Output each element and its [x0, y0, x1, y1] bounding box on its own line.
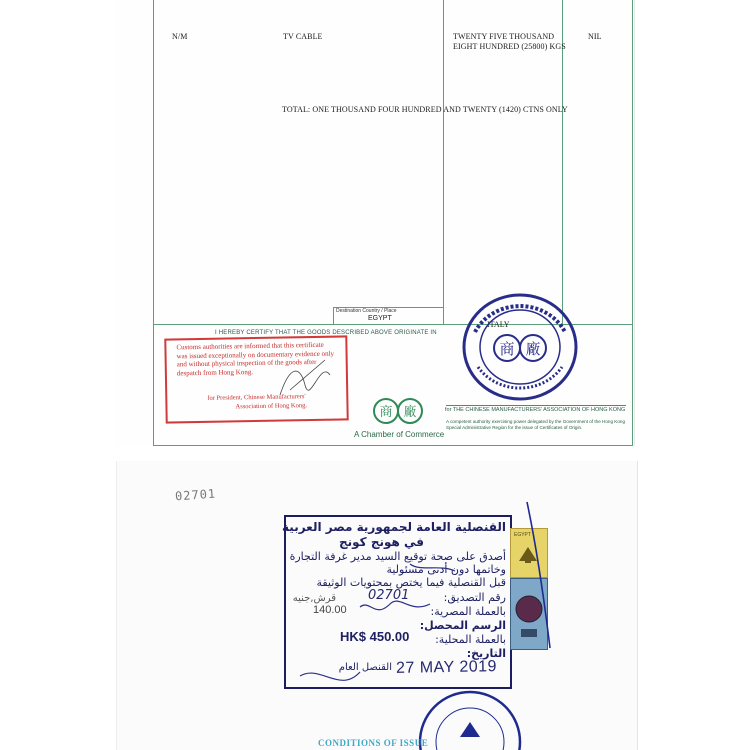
- consulate-line6: رقم التصديق:: [443, 591, 506, 604]
- signature-stroke: [525, 500, 555, 650]
- chamber-logo-icon: [372, 395, 424, 429]
- consulate-line9: بالعملة المحلية:: [435, 633, 506, 646]
- consulate-line4: وخاتمها دون أدنى مسئولية: [386, 563, 506, 576]
- grid-line: [632, 0, 633, 446]
- fee-local: HK$ 450.00: [340, 629, 410, 644]
- svg-text:商: 商: [379, 405, 393, 420]
- origin-country: ITALY: [487, 320, 510, 329]
- total-line: TOTAL: ONE THOUSAND FOUR HUNDRED AND TWENTY (1420) CTNS ONLY: [282, 105, 568, 114]
- quantity-line1: TWENTY FIVE THOUSAND: [453, 32, 555, 41]
- association-name: for THE CHINESE MANUFACTURERS' ASSOCIATION OF HONG KONG: [445, 407, 626, 413]
- consul-general-title: القنصل العام: [338, 662, 392, 673]
- grid-line: [153, 0, 154, 446]
- invoice-cell: NIL: [588, 32, 602, 41]
- red-stamp-assoc: Association of Hong Kong.: [235, 402, 308, 411]
- svg-text:廠: 廠: [403, 405, 417, 420]
- svg-text:商: 商: [499, 340, 515, 358]
- serial-number: 02701: [174, 486, 217, 504]
- red-stamp-text: Customs authorities are informed that this certificate was issued exceptionally on documentary evidence only and without physical inspection of the goods after despatch from Hong Kong.: [176, 340, 335, 377]
- competent-authority-text: A competent authority exercising power delegated by the Government of the Hong Kong Special Administrative Region for the issue of Certificates of Origin.: [446, 419, 626, 430]
- consulate-line8: الرسم المحصل:: [419, 619, 506, 632]
- red-stamp-for: for President, Chinese Manufacturers': [207, 393, 306, 402]
- egp-amount: 140.00: [313, 604, 347, 616]
- grid-line: [333, 307, 334, 325]
- stamp-country: EGYPT: [514, 532, 531, 538]
- destination-value: EGYPT: [368, 315, 392, 322]
- description-cell: TV CABLE: [283, 32, 323, 41]
- consulate-line5: قبل القنصلية فيما يختص بمحتويات الوثيقة: [316, 576, 506, 589]
- currency-unit: قرش,جنيه: [292, 593, 336, 604]
- signature-scribble: [270, 355, 340, 405]
- consulate-line1: القنصلية العامة لجمهورية مصر العربية: [282, 520, 506, 534]
- consulate-round-seal-icon: [415, 682, 525, 750]
- grid-line: [443, 0, 444, 325]
- conditions-heading: CONDITIONS OF ISSUE: [318, 738, 429, 748]
- quantity-line2: EIGHT HUNDRED (25800) KGS: [453, 42, 566, 51]
- certify-statement: I HEREBY CERTIFY THAT THE GOODS DESCRIBED ABOVE ORIGINATE IN: [215, 330, 437, 336]
- svg-text:廠: 廠: [525, 340, 541, 358]
- destination-label: Destination Country / Place: [336, 308, 397, 314]
- approval-number: 02701: [368, 588, 410, 603]
- grid-line: [153, 445, 633, 446]
- legalisation-date: 27 MAY 2019: [395, 658, 498, 677]
- consulate-line7: بالعملة المصرية:: [430, 605, 506, 618]
- marks-cell: N/M: [172, 32, 188, 41]
- chamber-caption: A Chamber of Commerce: [354, 430, 445, 439]
- consulate-line3: أصدق على صحة توقيع السيد مدير غرفة التجارة: [289, 550, 506, 563]
- signature-line: [446, 405, 626, 406]
- consulate-line2: في هونج كونج: [338, 535, 424, 549]
- association-seal-icon: [460, 292, 580, 404]
- consulate-line10: التاريخ:: [466, 647, 506, 660]
